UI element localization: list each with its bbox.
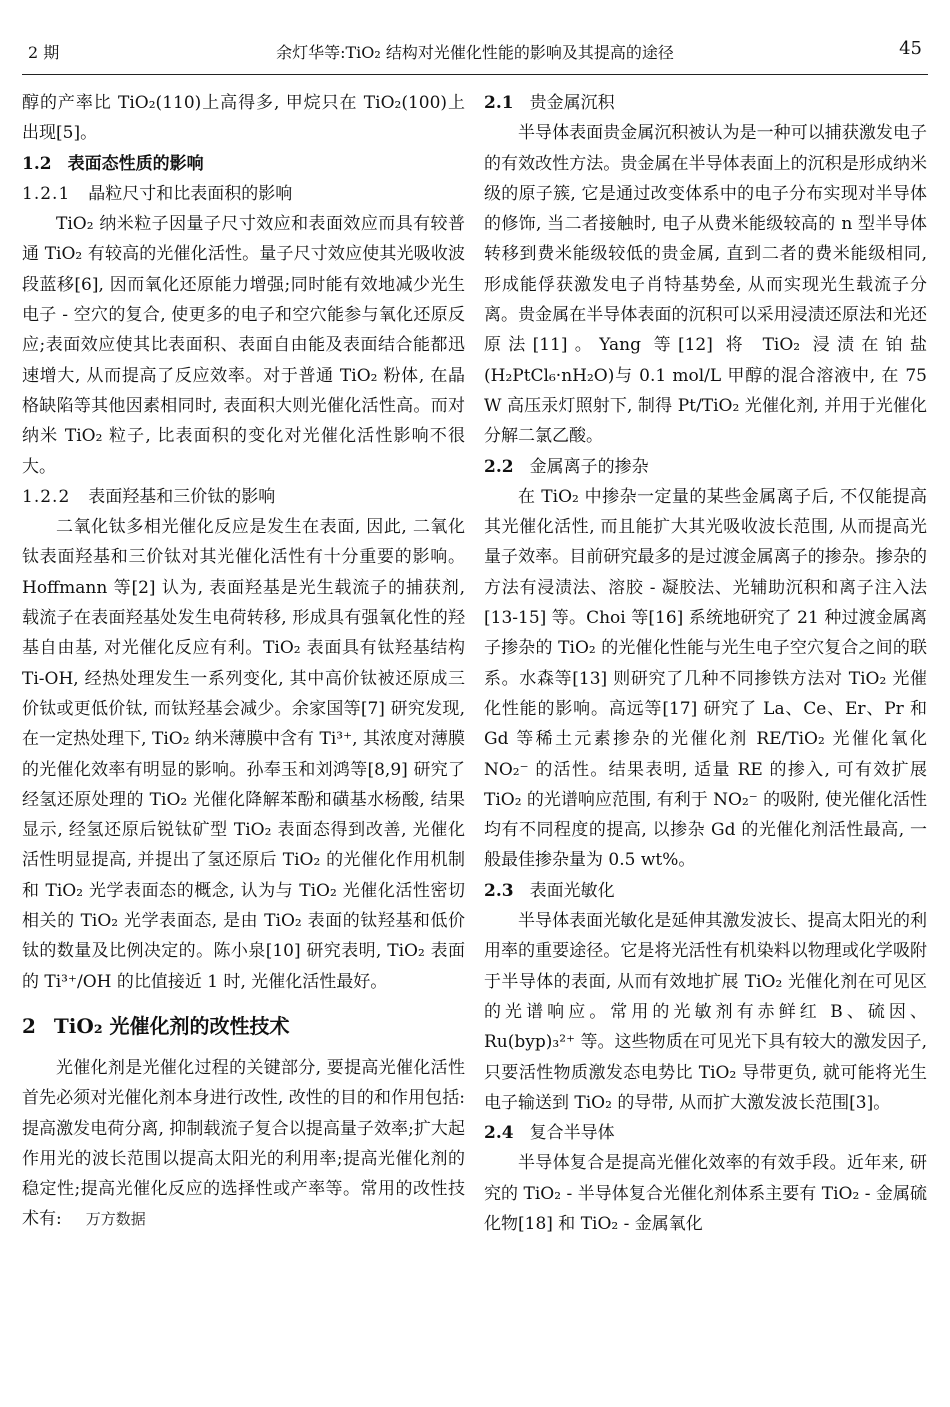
paragraph-photosensitization: 半导体表面光敏化是延伸其激发波长、提高太阳光的利用率的重要途径。它是将光活性有机染料以物理或化学吸附于半导体的表面, 从而有效地扩展 TiO₂ 光催化剂在可见区的光谱响应。常用的光敏剂有赤鲜红 B、硫因、Ru(byp)₃²⁺ 等。这些物质在可见光下具有较大的激发因子, 只要活性物质激发态电势比 TiO₂ 导带更负, 就可能将光生电子输送到 TiO₂ 的导带, 从而扩大激发波长范围[3]。 [484,911,927,1113]
section-heading-1-2 [22,149,465,179]
paragraph-grain-size: TiO₂ 纳米粒子因量子尺寸效应和表面效应而具有较普通 TiO₂ 有较高的光催化活性。量子尺寸效应使其光吸收波段蓝移[6], 因而氧化还原能力增强;同时能有效地减少光生电子 - 空穴的复合, 使更多的电子和空穴能参与氧化还原反应;表面效应使其比表面积、表面自由能及表面结合能都迅速增大, 从而提高了反应效率。对于普通 TiO₂ 粉体, 在晶格缺陷等其他因素相同时, 表面积大则光催化活性高。而对纳米 TiO₂ 粒子, 比表面积的变化对光催化活性影响不很大。 [22,214,465,477]
subsection-number: 1.2.1 [22,183,71,204]
section-heading-2-4 [484,1118,927,1148]
section-number: 2.3 [484,880,514,901]
page-number: 45 [899,38,922,59]
paragraph-continuation: 醇的产率比 TiO₂(110)上高得多, 甲烷只在 TiO₂(100)上出现[5]。 [22,93,465,144]
paragraph-composite-semiconductor: 半导体复合是提高光催化效率的有效手段。近年来, 研究的 TiO₂ - 半导体复合光催化剂体系主要有 TiO₂ - 金属硫化物[18] 和 TiO₂ - 金属氧化 [484,1153,927,1234]
section-heading-2-3 [484,876,927,906]
running-title: 余灯华等:TiO₂ 结构对光催化性能的影响及其提高的途径 [276,43,674,62]
subsection-title: 表面羟基和三价钛的影响 [88,486,276,507]
section-number: 1.2 [22,153,52,174]
paragraph-noble-metal: 半导体表面贵金属沉积被认为是一种可以捕获激发电子的有效改性方法。贵金属在半导体表面上的沉积是形成纳米级的原子簇, 它是通过改变体系中的电子分布实现对半导体的修饰, 当二者接触时, 电子从费米能级较高的 n 型半导体转移到费米能级较低的贵金属, 直到二者的费米能级相同, 形成能俘获激发电子肖特基势垒, 从而实现光生载流子分离。贵金属在半导体表面的沉积可以采用浸渍还原法和光还原法[11]。Yang 等[12] 将 TiO₂ 浸渍在铂盐(H₂PtCl₆·nH₂O)与 0.1 mol/L 甲醇的混合溶液中, 在 75 W 高压汞灯照射下, 制得 Pt/TiO₂ 光催化剂, 并用于光催化分解二氯乙酸。 [484,123,927,447]
section-number: 2 [22,1013,36,1038]
subsection-heading-1-2-2 [22,482,465,512]
left-column [22,88,465,1235]
watermark-text: 万方数据 [85,1210,146,1229]
paragraph-surface-hydroxyl: 二氧化钛多相光催化反应是发生在表面, 因此, 二氧化钛表面羟基和三价钛对其光催化活性有十分重要的影响。Hoffmann 等[2] 认为, 表面羟基是光生载流子的捕获剂, 载流子在表面羟基处发生电荷转移, 形成具有强氧化性的羟基自由基, 对光催化反应有利。TiO₂ 表面具有钛羟基结构 Ti-OH, 经热处理发生一系列变化, 其中高价钛被还原成三价钛或更低价钛, 而钛羟基会减少。余家国等[7] 研究发现, 在一定热处理下, TiO₂ 纳米薄膜中含有 Ti³⁺, 其浓度对薄膜的光催化效率有明显的影响。孙奉玉和刘鸿等[8,9] 研究了经氢还原处理的 TiO₂ 光催化降解苯酚和磺基水杨酸, 结果显示, 经氢还原后锐钛矿型 TiO₂ 表面态得到改善, 光催化活性明显提高, 并提出了氢还原后 TiO₂ 的光催化作用机制和 TiO₂ 光学表面态的概念, 认为与 TiO₂ 光催化活性密切相关的 TiO₂ 光学表面态, 是由 TiO₂ 表面的钛羟基和低价钛的数量及比例决定的。陈小泉[10] 研究表明, TiO₂ 表面的 Ti³⁺/OH 的比值接近 1 时, 光催化活性最好。 [22,517,465,992]
section-heading-2 [22,1007,465,1045]
section-title: 金属离子的掺杂 [529,456,649,477]
section-title: 复合半导体 [529,1123,615,1144]
section-heading-2-1 [484,88,927,118]
section-number: 2.4 [484,1123,514,1144]
subsection-number: 1.2.2 [22,486,71,507]
subsection-heading-1-2-1 [22,179,465,209]
paragraph-ion-doping: 在 TiO₂ 中掺杂一定量的某些金属离子后, 不仅能提高其光催化活性, 而且能扩大其光吸收波长范围, 从而提高光量子效率。目前研究最多的是过渡金属离子的掺杂。掺杂的方法有浸渍法、溶胶 - 凝胶法、光辅助沉积和离子注入法[13-15] 等。Choi 等[16] 系统地研究了 21 种过渡金属离子掺杂的 TiO₂ 的光催化性能与光生电子空穴复合之间的联系。水森等[13] 则研究了几种不同掺铁方法对 TiO₂ 光催化性能的影响。高远等[17] 研究了 La、Ce、Er、Pr 和 Gd 等稀土元素掺杂的光催化剂 RE/TiO₂ 光催化氧化 NO₂⁻ 的活性。结果表明, 适量 RE 的掺入, 可有效扩展 TiO₂ 的光谱响应范围, 有利于 NO₂⁻ 的吸附, 使光催化活性均有不同程度的提高, 以掺杂 Gd 的光催化剂活性最高, 一般最佳掺杂量为 0.5 wt%。 [484,486,927,871]
section-heading-2-2 [484,452,927,482]
running-header [22,34,928,75]
section-title: TiO₂ 光催化剂的改性技术 [53,1013,290,1038]
paragraph-modification-intro [22,1053,465,1235]
subsection-title: 晶粒尺寸和比表面积的影响 [88,183,293,204]
section-number: 2.2 [484,456,514,477]
section-number: 2.1 [484,93,514,113]
section-title: 表面态性质的影响 [67,153,204,174]
right-column [484,88,927,1239]
section-title: 贵金属沉积 [529,93,615,113]
issue-number: 2 期 [28,43,60,62]
paragraph-text: 光催化剂是光催化过程的关键部分, 要提高光催化活性首先必须对光催化剂本身进行改性, 改性的目的和作用包括:提高激发电荷分离, 抑制载流子复合以提高量子效率;扩大起作用光的波长范围以提高太阳光的利用率;提高光催化剂的稳定性;提高光催化反应的选择性或产率等。常用的改性技术有: [22,1057,465,1230]
section-title: 表面光敏化 [529,880,615,901]
